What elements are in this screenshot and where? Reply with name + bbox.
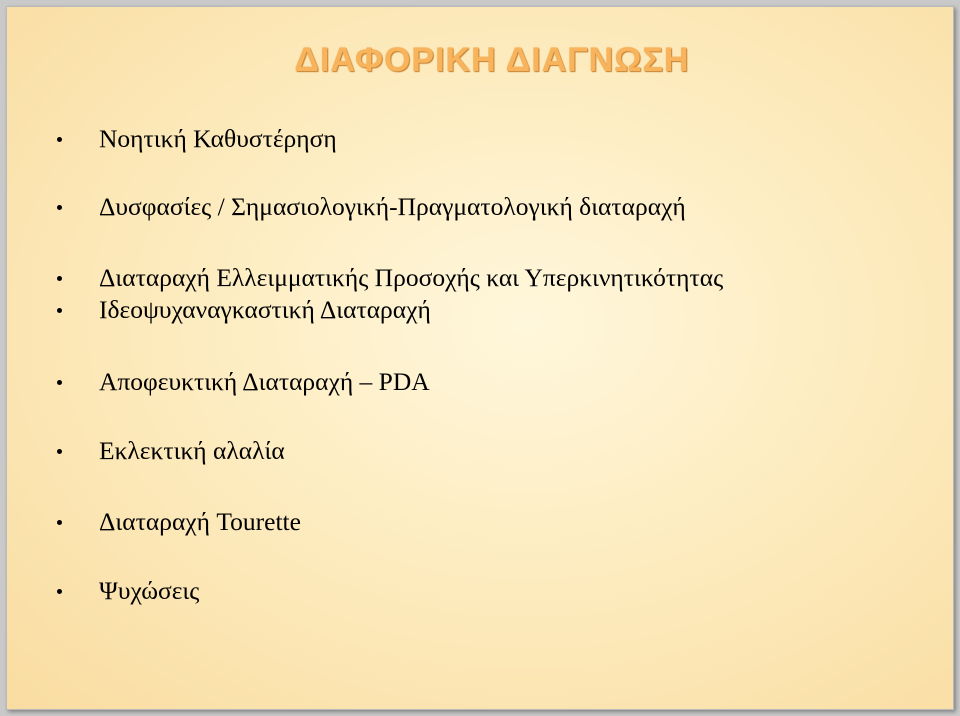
bullet-item xyxy=(55,364,430,400)
bullet-text: Διαταραχή Tourette xyxy=(99,507,301,536)
bullet-text: Διαταραχή Ελλειμματικής Προσοχής και Υπερκινητικότητας xyxy=(99,263,724,292)
bullet-text: Εκλεκτική αλαλία xyxy=(99,436,285,465)
bullet-item xyxy=(55,504,301,540)
slide xyxy=(6,6,954,710)
bullet-dot-icon xyxy=(57,137,62,142)
bullet-dot-icon xyxy=(57,205,62,210)
slide-title-text: ΔΙΑΦΟΡΙΚΗ ΔΙΑΓΝΩΣΗ xyxy=(294,41,690,79)
bullet-text: Δυσφασίες / Σημασιολογική-Πραγματολογική διαταραχή xyxy=(99,192,686,221)
bullet-item xyxy=(55,260,723,296)
bullet-dot-icon xyxy=(57,520,62,525)
bullet-text: Ψυχώσεις xyxy=(99,576,200,605)
bullet-dot-icon xyxy=(57,276,62,281)
bullet-dot-icon xyxy=(57,308,62,313)
bullet-list xyxy=(7,7,953,709)
bullet-item xyxy=(55,433,285,469)
bullet-text: Ιδεοψυχαναγκαστική Διαταραχή xyxy=(99,295,431,324)
bullet-item xyxy=(55,573,199,609)
bullet-item xyxy=(55,189,686,225)
bullet-dot-icon xyxy=(57,380,62,385)
bullet-dot-icon xyxy=(57,449,62,454)
bullet-text: Αποφευκτική Διαταραχή – PDA xyxy=(99,367,430,396)
bullet-dot-icon xyxy=(57,589,62,594)
bullet-item xyxy=(55,292,431,328)
bullet-item xyxy=(55,121,337,157)
bullet-text: Νοητική Καθυστέρηση xyxy=(99,124,337,153)
